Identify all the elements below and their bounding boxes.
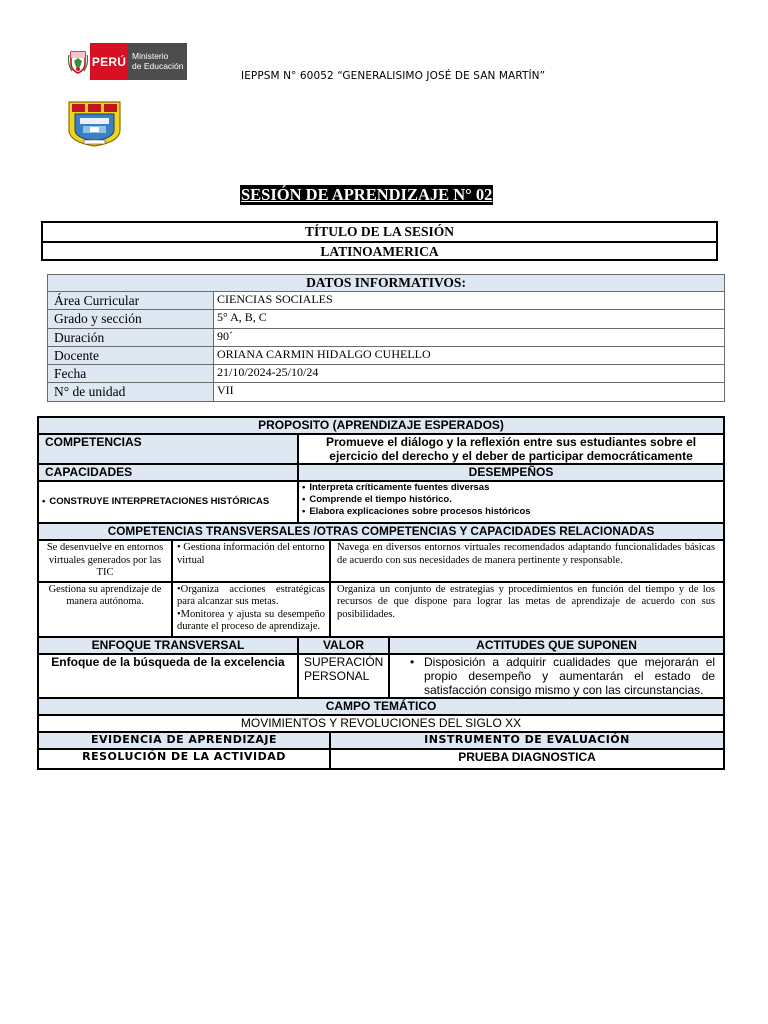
session-title-value: LATINOAMERICA xyxy=(43,241,716,259)
table-row xyxy=(38,637,724,654)
transversal-competencia: Se desenvuelve en entornos virtuales generados por las TIC xyxy=(38,540,172,582)
actitudes-label: ACTITUDES QUE SUPONEN xyxy=(389,637,724,654)
competencias-label: COMPETENCIAS xyxy=(38,434,298,464)
ministry-name: Ministerio de Educación xyxy=(128,43,187,80)
datos-label: Área Curricular xyxy=(48,292,214,310)
transversal-desempeno: Navega en diversos entornos virtuales recomendados adaptando funcionalidades básicas de acuerdo con sus necesidades de manera pertinente y responsable. xyxy=(330,540,724,582)
table-row xyxy=(38,434,724,464)
capacidad-item: • CONSTRUYE INTERPRETACIONES HISTÓRICAS xyxy=(42,496,297,508)
table-row xyxy=(38,481,724,523)
instrumento-label: INSTRUMENTO DE EVALUACIÓN xyxy=(330,732,724,749)
evidencia-label: EVIDENCIA DE APRENDIZAJE xyxy=(38,732,330,749)
table-row xyxy=(48,365,725,383)
enfoque-text: Enfoque de la búsqueda de la excelencia xyxy=(38,654,298,698)
datos-value: 5° A, B, C xyxy=(214,310,725,328)
school-crest-icon xyxy=(66,100,123,147)
evidencia-value: RESOLUCIÓN DE LA ACTIVIDAD xyxy=(38,749,330,769)
table-row xyxy=(38,523,724,540)
actitud-text: Disposición a adquirir cualidades que mejorarán el propio desempeño y aumentarán el estado de satisfacción consigo mismo y con las circunstancias. xyxy=(424,654,716,697)
campo-heading: CAMPO TEMÁTICO xyxy=(38,698,724,715)
table-row xyxy=(38,464,724,481)
datos-label: Fecha xyxy=(48,365,214,383)
table-row xyxy=(38,732,724,749)
datos-label: Duración xyxy=(48,328,214,346)
datos-heading: DATOS INFORMATIVOS: xyxy=(48,275,725,292)
table-row xyxy=(38,582,724,637)
session-title-label: TÍTULO DE LA SESIÓN xyxy=(305,224,454,239)
school-name: IEPPSM N° 60052 “GENERALISIMO JOSÉ DE SAN MARTÍN” xyxy=(241,70,546,82)
datos-value: 21/10/2024-25/10/24 xyxy=(214,365,725,383)
datos-informativos-table xyxy=(47,274,725,402)
desempenos-label: DESEMPEÑOS xyxy=(298,464,724,481)
bullet-icon: • xyxy=(410,654,415,669)
desempeno-item: • Elabora explicaciones sobre procesos históricos xyxy=(302,506,723,518)
transversal-desempeno: Organiza un conjunto de estrategias y procedimientos en función del tiempo y de los recursos de que dispone para lograr las metas de aprendizaje de acuerdo con sus posibilidades. xyxy=(330,582,724,637)
table-row xyxy=(48,328,725,346)
desempeno-item: • Comprende el tiempo histórico. xyxy=(302,494,723,506)
datos-label: Docente xyxy=(48,346,214,364)
campo-value: MOVIMIENTOS Y REVOLUCIONES DEL SIGLO XX xyxy=(38,715,724,732)
table-row xyxy=(38,654,724,698)
datos-label: N° de unidad xyxy=(48,383,214,401)
table-row xyxy=(48,383,725,401)
transversales-heading: COMPETENCIAS TRANSVERSALES /OTRAS COMPETENCIAS Y CAPACIDADES RELACIONADAS xyxy=(38,523,724,540)
instrumento-value: PRUEBA DIAGNOSTICA xyxy=(330,749,724,769)
table-row xyxy=(48,310,725,328)
table-row xyxy=(38,540,724,582)
valor-text: SUPERACIÓN PERSONAL xyxy=(298,654,389,698)
valor-label: VALOR xyxy=(298,637,389,654)
transversal-capacidad: •Monitorea y ajusta su desempeño durante el proceso de aprendizaje. xyxy=(177,608,325,632)
transversal-capacidad: •Organiza acciones estratégicas para alcanzar sus metas. xyxy=(177,583,325,607)
table-row xyxy=(38,698,724,715)
proposito-heading: PROPOSITO (APRENDIZAJE ESPERADOS) xyxy=(38,417,724,434)
datos-value: 90´ xyxy=(214,328,725,346)
competencia-text: Promueve el diálogo y la reflexión entre sus estudiantes sobre el ejercicio del derecho y el deber de participar democráticamente xyxy=(298,434,724,464)
peru-logo-text: PERÚ xyxy=(90,43,128,80)
datos-value: ORIANA CARMIN HIDALGO CUHELLO xyxy=(214,346,725,364)
session-title: SESIÓN DE APRENDIZAJE N° 02 xyxy=(241,185,493,204)
enfoque-label: ENFOQUE TRANSVERSAL xyxy=(38,637,298,654)
datos-value: CIENCIAS SOCIALES xyxy=(214,292,725,310)
transversal-competencia: Gestiona su aprendizaje de manera autónoma. xyxy=(38,582,172,637)
datos-value: VII xyxy=(214,383,725,401)
table-row xyxy=(38,417,724,434)
table-row xyxy=(48,275,725,292)
transversal-capacidad: • Gestiona información del entorno virtual xyxy=(172,540,330,582)
desempeno-item: • Interpreta críticamente fuentes diversas xyxy=(302,482,723,494)
session-title-box xyxy=(41,221,718,261)
ministry-logo xyxy=(66,43,187,80)
proposito-table xyxy=(37,416,725,770)
table-row xyxy=(38,749,724,769)
table-row xyxy=(38,715,724,732)
table-row xyxy=(48,346,725,364)
peru-shield-icon xyxy=(66,43,90,80)
table-row xyxy=(48,292,725,310)
capacidades-label: CAPACIDADES xyxy=(38,464,298,481)
datos-label: Grado y sección xyxy=(48,310,214,328)
